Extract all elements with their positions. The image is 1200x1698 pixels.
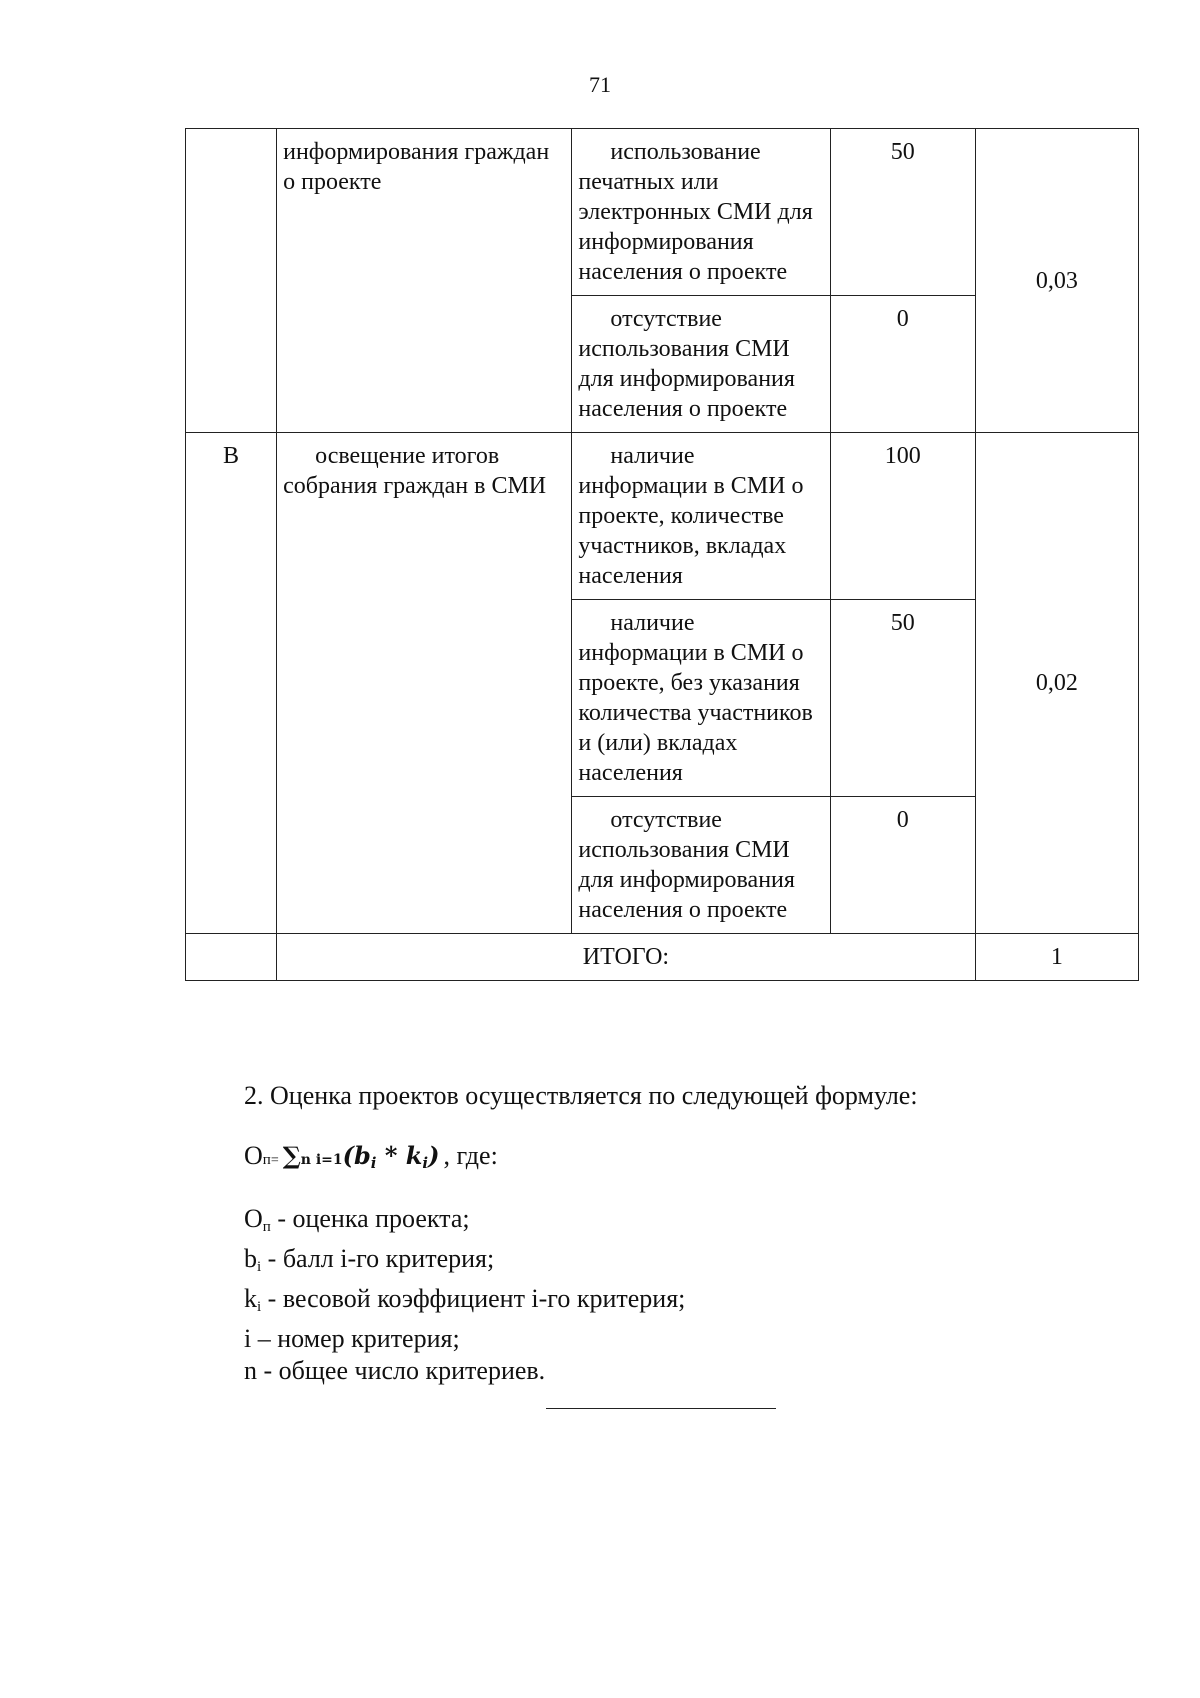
definition-subscript: i [257,1299,262,1315]
formula-lhs-sub: п [262,1152,271,1168]
subcriterion-text: наличие информации в СМИ о проекте, количестве участников, вкладах населения [572,433,830,600]
criterion-name: освещение итогов собрания граждан в СМИ [277,433,572,934]
formula-body: (b [342,1141,371,1170]
formula-intro: 2. Оценка проектов осуществляется по следующей формуле: [244,1081,918,1110]
definition-text: – номер критерия; [251,1324,460,1353]
formula-mult-sub: i [422,1154,429,1172]
formula-lhs: О [244,1141,263,1170]
criterion-name: информирования граждан о проекте [277,129,572,433]
definition-text: - общее число критериев. [257,1356,546,1385]
subcriterion-text: отсутствие использования СМИ для информирования населения о проекте [572,797,830,934]
definition-text: - балл i-го критерия; [261,1244,495,1273]
subcriterion-score: 0 [830,296,975,433]
definition-symbol: k [244,1284,257,1313]
formula-close: ) [428,1141,440,1170]
definition-symbol: i [244,1324,252,1353]
sum-symbol: ∑ [282,1141,301,1170]
definition-item [244,1243,1124,1283]
subcriterion-score: 0 [830,797,975,934]
subcriterion-score: 50 [830,600,975,797]
definition-subscript: i [257,1259,262,1275]
page-number: 71 [589,72,611,97]
table-row [186,433,1139,600]
criteria-table [185,128,1139,981]
formula-line [244,1140,1124,1179]
total-label: ИТОГО: [277,934,976,981]
definitions-list [244,1203,1124,1387]
definition-text: - оценка проекта; [270,1204,470,1233]
subcriterion-text: отсутствие использования СМИ для информирования населения о проекте [572,296,830,433]
formula-eq: = [270,1153,279,1168]
criterion-number: В [186,433,277,934]
definition-subscript: п [262,1219,271,1235]
formula-section [244,1080,1124,1387]
table-row [186,129,1139,296]
total-value: 1 [975,934,1138,981]
total-empty-cell [186,934,277,981]
separator-line [546,1408,776,1409]
subcriterion-text: наличие информации в СМИ о проекте, без указания количества участников и (или) вкладах населения [572,600,830,797]
definition-item [244,1203,1124,1243]
definition-text: - весовой коэффициент i-го критерия; [261,1284,686,1313]
definition-symbol: n [244,1356,257,1385]
definition-item [244,1283,1124,1323]
formula-body-sub: i [370,1154,377,1172]
subcriterion-score: 50 [830,129,975,296]
criterion-weight: 0,02 [975,433,1138,934]
definition-symbol: О [244,1204,263,1233]
sum-limits: n i=1 [300,1152,343,1168]
formula-suffix: , где: [443,1141,498,1170]
criterion-weight: 0,03 [975,129,1138,433]
criterion-number [186,129,277,433]
formula-expression [283,1140,440,1179]
subcriterion-score: 100 [830,433,975,600]
total-row [186,934,1139,981]
definition-symbol: b [244,1244,257,1273]
definition-item [244,1323,1124,1355]
definition-item [244,1355,1124,1387]
subcriterion-text: использование печатных или электронных СМИ для информирования населения о проекте [572,129,830,296]
formula-mult: * k [376,1141,423,1170]
